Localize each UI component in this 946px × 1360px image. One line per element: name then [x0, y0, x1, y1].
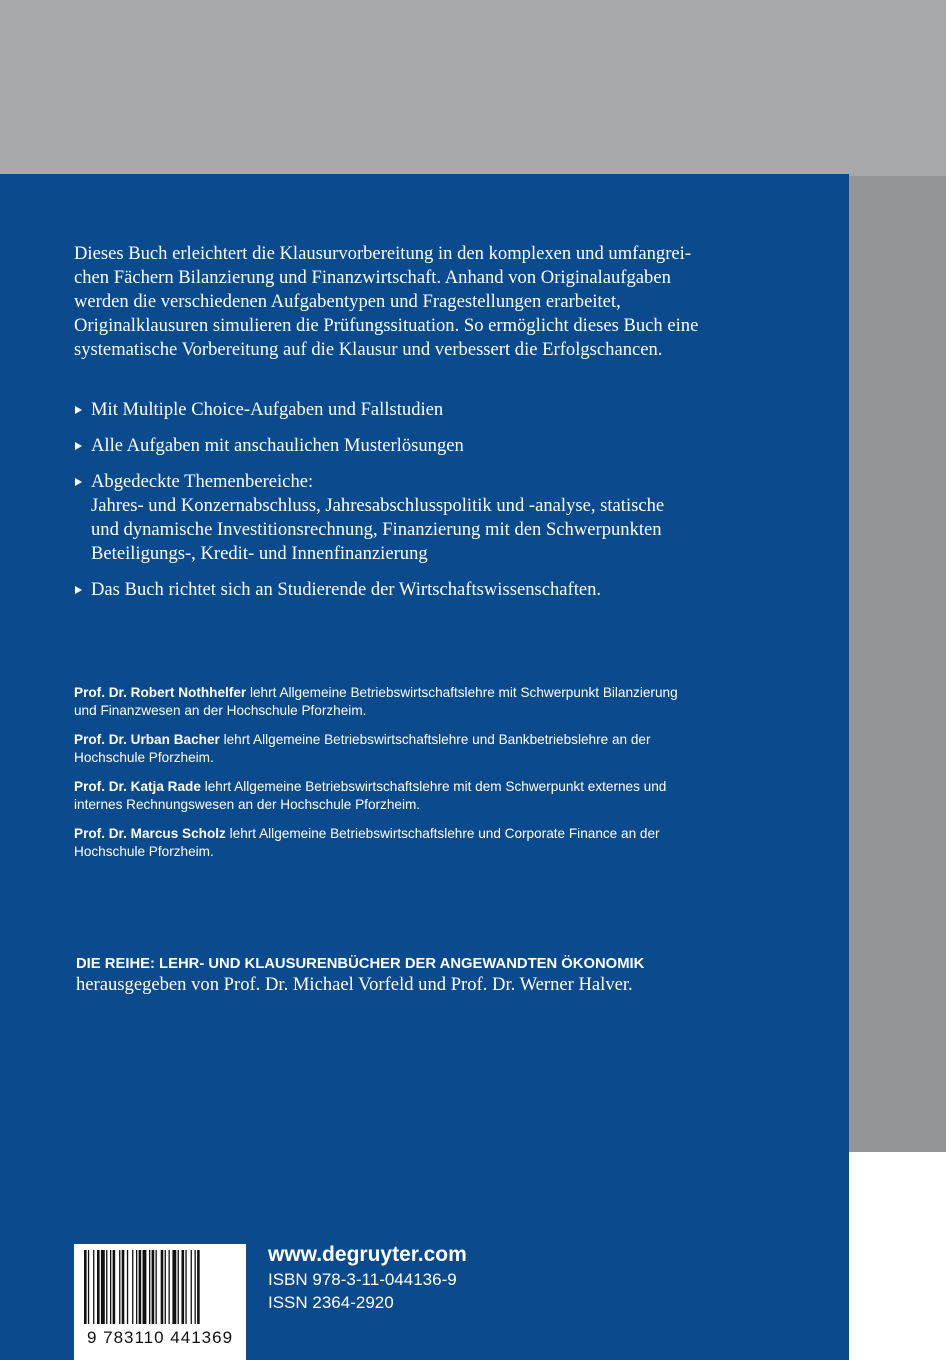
barcode-bar: [127, 1250, 128, 1324]
barcode-bar: [191, 1250, 192, 1324]
author-text: lehrt Allgemeine Betriebswirtschaftslehre mit Schwerpunkt Bilanzierung: [246, 685, 678, 700]
barcode-bar: [97, 1250, 100, 1324]
barcode-bar: [178, 1250, 179, 1324]
barcode-bar: [101, 1250, 105, 1324]
triangle-bullet-icon: [75, 586, 82, 594]
feature-list: [74, 398, 774, 614]
barcode-bar: [143, 1250, 147, 1324]
feature-text: Das Buch richtet sich an Studierende der Wirtschaftswissenschaften.: [91, 579, 602, 600]
series-editors: herausgegeben von Prof. Dr. Michael Vorfeld und Prof. Dr. Werner Halver.: [76, 974, 633, 995]
barcode-bar: [195, 1250, 196, 1324]
author-text: internes Rechnungswesen an der Hochschule Pforzheim.: [74, 797, 421, 812]
author-text: lehrt Allgemeine Betriebswirtschaftslehre und Bankbetriebslehre an der: [219, 732, 651, 747]
feature-text: Abgedeckte Themenbereiche:: [91, 471, 314, 492]
barcode-bar: [119, 1250, 120, 1324]
triangle-bullet-icon: [75, 406, 82, 414]
feature-item: [74, 434, 774, 458]
barcode-bar: [169, 1250, 170, 1324]
publisher-info: [268, 1242, 467, 1314]
author-bio: [74, 825, 794, 861]
triangle-bullet-icon: [75, 478, 82, 486]
author-bio: [74, 731, 794, 767]
barcode-bar: [110, 1250, 111, 1324]
barcode-bar: [93, 1250, 94, 1324]
author-name: Prof. Dr. Katja Rade: [74, 779, 201, 794]
barcode-bars: [82, 1250, 238, 1326]
author-text: lehrt Allgemeine Betriebswirtschaftslehre mit dem Schwerpunkt externes und: [200, 779, 667, 794]
feature-item: [74, 578, 774, 602]
barcode-bar: [182, 1250, 185, 1324]
intro-line: Dieses Buch erleichtert die Klausurvorbereitung in den komplexen und umfangrei-: [74, 243, 692, 264]
author-text: und Finanzwesen an der Hochschule Pforzheim.: [74, 703, 367, 718]
author-name: Prof. Dr. Urban Bacher: [74, 732, 220, 747]
barcode-bar: [106, 1250, 107, 1324]
feature-text: Jahres- und Konzernabschluss, Jahresabschlusspolitik und -analyse, statische: [91, 495, 665, 516]
feature-text: Mit Multiple Choice-Aufgaben und Fallstudien: [91, 399, 444, 420]
author-name: Prof. Dr. Robert Nothhelfer: [74, 685, 247, 700]
feature-item: [74, 470, 774, 566]
author-bio: [74, 778, 794, 814]
barcode-bar: [185, 1250, 186, 1324]
barcode-bar: [149, 1250, 150, 1324]
feature-text: und dynamische Investitionsrechnung, Finanzierung mit den Schwerpunkten: [91, 519, 662, 540]
series-info: [76, 954, 816, 996]
barcode: [74, 1244, 246, 1360]
barcode-bar: [161, 1250, 164, 1324]
intro-line: werden die verschiedenen Aufgabentypen und Fragestellungen erarbeitet,: [74, 291, 621, 312]
barcode-bar: [88, 1250, 89, 1324]
barcode-bar: [197, 1250, 200, 1324]
issn: ISSN 2364-2920: [268, 1293, 394, 1312]
barcode-bar: [165, 1250, 166, 1324]
barcode-bar: [113, 1250, 116, 1324]
feature-text: Beteiligungs-, Kredit- und Innenfinanzierung: [91, 543, 428, 564]
barcode-number: 9 783110 441369: [86, 1328, 234, 1347]
intro-paragraph: [74, 242, 774, 362]
barcode-bar: [139, 1250, 142, 1324]
barcode-bar: [122, 1250, 125, 1324]
page-shadow: [849, 176, 946, 1152]
author-text: Hochschule Pforzheim.: [74, 750, 214, 765]
intro-line: chen Fächern Bilanzierung und Finanzwirtschaft. Anhand von Originalaufgaben: [74, 267, 671, 288]
feature-text: Alle Aufgaben mit anschaulichen Musterlösungen: [91, 435, 464, 456]
barcode-bar: [132, 1250, 133, 1324]
author-bio: [74, 684, 794, 720]
barcode-bar: [152, 1250, 155, 1324]
triangle-bullet-icon: [75, 442, 82, 450]
barcode-bar: [172, 1250, 176, 1324]
author-bios: [74, 684, 794, 872]
author-name: Prof. Dr. Marcus Scholz: [74, 826, 226, 841]
barcode-bar: [156, 1250, 157, 1324]
author-text: lehrt Allgemeine Betriebswirtschaftslehre und Corporate Finance an der: [225, 826, 660, 841]
intro-line: Originalklausuren simulieren die Prüfungssituation. So ermöglicht dieses Buch eine: [74, 315, 699, 336]
isbn: ISBN 978-3-11-044136-9: [268, 1270, 457, 1289]
intro-line: systematische Vorbereitung auf die Klausur und verbessert die Erfolgschancen.: [74, 339, 663, 360]
barcode-bar: [84, 1250, 87, 1324]
book-back-cover: [0, 174, 849, 1360]
feature-item: [74, 398, 774, 422]
author-text: Hochschule Pforzheim.: [74, 844, 214, 859]
barcode-bar: [136, 1250, 137, 1324]
publisher-url[interactable]: www.degruyter.com: [268, 1243, 467, 1266]
series-title: DIE REIHE: LEHR- UND KLAUSURENBÜCHER DER ANGEWANDTEN ÖKONOMIK: [76, 956, 645, 972]
